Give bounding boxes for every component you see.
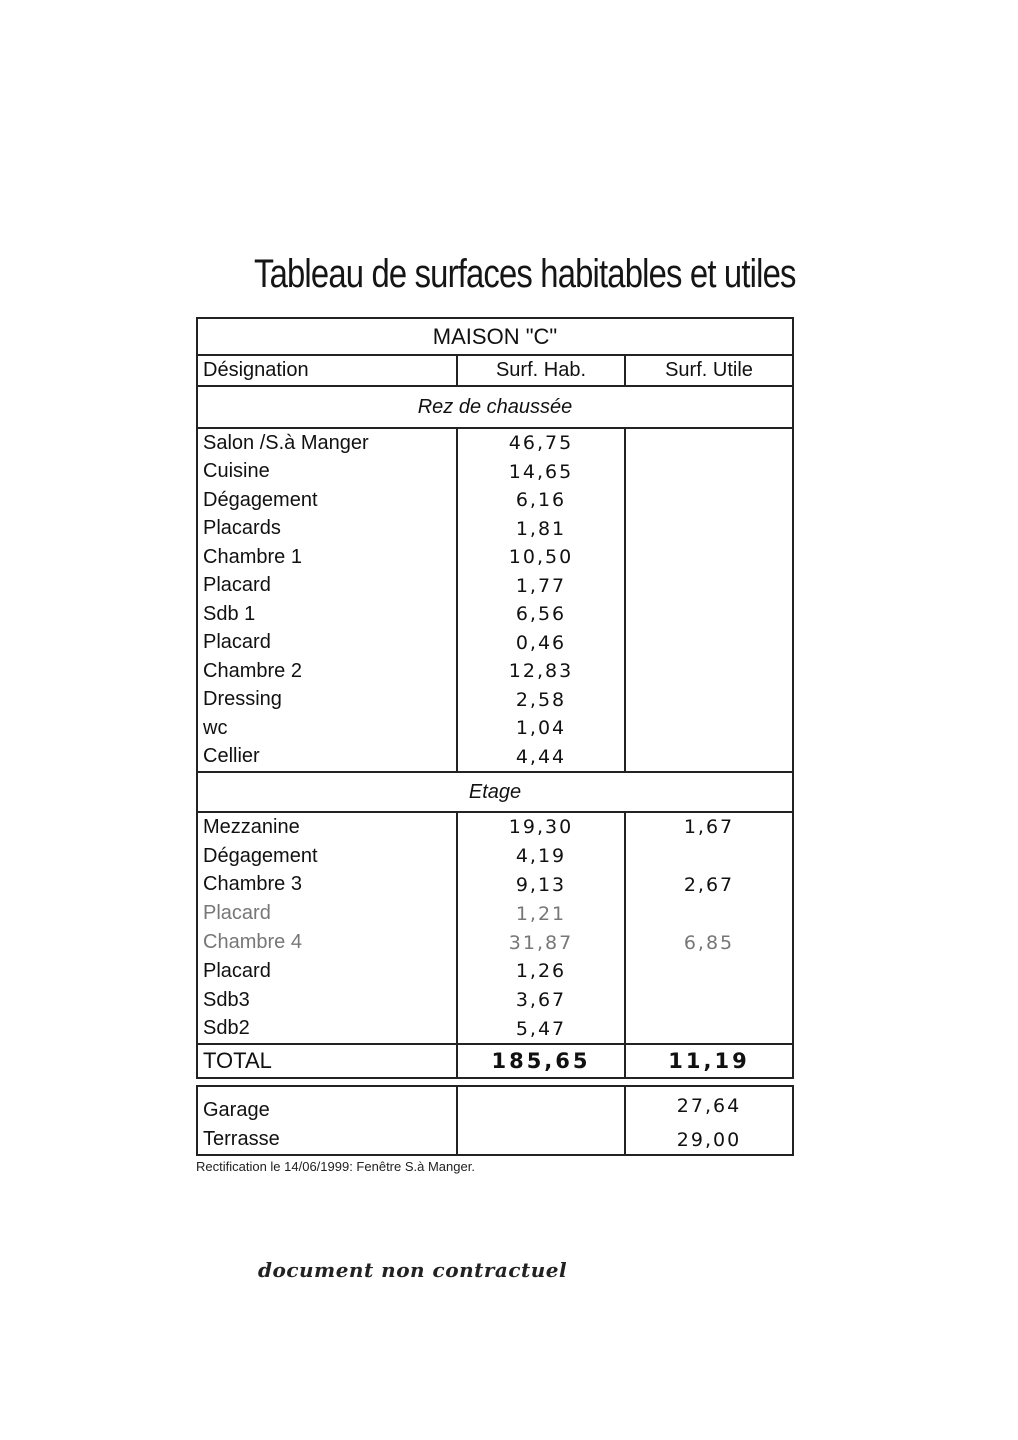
house-header-row	[196, 317, 794, 354]
etage-surf-utile: 6,85	[624, 928, 792, 957]
rdc-row	[196, 714, 794, 743]
annex-row	[198, 1096, 792, 1125]
section-label-etage: Etage	[468, 780, 522, 803]
rdc-surf-utile	[624, 686, 792, 715]
rdc-designation: Cuisine	[203, 460, 270, 483]
rdc-row	[196, 543, 794, 572]
rdc-surf-utile	[624, 486, 792, 515]
etage-row	[196, 928, 794, 957]
etage-surf-utile	[624, 986, 792, 1015]
rdc-surf-utile	[624, 572, 792, 601]
rdc-surf-utile	[624, 458, 792, 487]
rdc-surf-hab: 0,46	[456, 629, 624, 658]
annex-surf-hab	[456, 1125, 624, 1154]
footnote: Rectification le 14/06/1999: Fenêtre S.à Manger.	[196, 1159, 475, 1174]
rdc-designation: Chambre 2	[203, 659, 302, 682]
etage-designation: Sdb3	[203, 988, 250, 1011]
column-header-row	[196, 354, 794, 385]
total-label: TOTAL	[203, 1048, 272, 1074]
annex-designation: Terrasse	[203, 1128, 280, 1151]
total-hab: 185,65	[456, 1045, 624, 1077]
rdc-designation: Dressing	[203, 688, 282, 711]
rdc-row	[196, 572, 794, 601]
annex-surf-utile: 29,00	[624, 1125, 792, 1154]
house-name: MAISON "C"	[432, 323, 558, 349]
rdc-surf-utile	[624, 714, 792, 743]
etage-surf-hab: 31,87	[456, 928, 624, 957]
etage-surf-hab: 4,19	[456, 842, 624, 871]
surface-table	[196, 317, 794, 1156]
rdc-row	[196, 629, 794, 658]
etage-surf-utile	[624, 1015, 792, 1044]
rdc-designation: Placard	[203, 631, 271, 654]
etage-row	[196, 842, 794, 871]
rdc-surf-utile	[624, 600, 792, 629]
rdc-surf-utile	[624, 429, 792, 458]
rdc-designation: Salon /S.à Manger	[203, 431, 369, 454]
etage-designation: Placard	[203, 902, 271, 925]
section-header-etage	[196, 771, 794, 813]
etage-body	[196, 813, 794, 1043]
rdc-row	[196, 686, 794, 715]
etage-surf-utile	[624, 842, 792, 871]
etage-designation: Chambre 4	[203, 931, 302, 954]
etage-designation: Sdb2	[203, 1017, 250, 1040]
etage-surf-utile: 1,67	[624, 813, 792, 842]
etage-surf-hab: 3,67	[456, 986, 624, 1015]
designation-header: Désignation	[203, 359, 309, 381]
rdc-surf-hab: 4,44	[456, 743, 624, 772]
rdc-row	[196, 600, 794, 629]
etage-surf-hab: 1,21	[456, 899, 624, 928]
rdc-row	[196, 458, 794, 487]
section-header-rdc	[196, 385, 794, 429]
rdc-row	[196, 515, 794, 544]
annex-row	[198, 1125, 792, 1154]
annex-body	[196, 1085, 794, 1156]
surf-hab-header: Surf. Hab.	[456, 356, 624, 385]
etage-row	[196, 957, 794, 986]
rdc-row	[196, 743, 794, 772]
etage-row	[196, 813, 794, 842]
rdc-row	[196, 486, 794, 515]
rdc-designation: Sdb 1	[203, 602, 256, 625]
etage-surf-utile: 2,67	[624, 871, 792, 900]
rdc-surf-hab: 1,77	[456, 572, 624, 601]
rdc-surf-hab: 6,16	[456, 486, 624, 515]
etage-row	[196, 1015, 794, 1044]
annex-designation: Garage	[203, 1099, 270, 1122]
rdc-row	[196, 657, 794, 686]
rdc-surf-utile	[624, 629, 792, 658]
etage-designation: Mezzanine	[203, 815, 300, 838]
etage-surf-utile	[624, 957, 792, 986]
rdc-designation: Cellier	[203, 745, 260, 768]
rdc-surf-utile	[624, 543, 792, 572]
rdc-surf-hab: 2,58	[456, 686, 624, 715]
page-title: Tableau de surfaces habitables et utiles	[254, 252, 796, 296]
etage-row	[196, 986, 794, 1015]
section-label-rdc: Rez de chaussée	[417, 395, 573, 418]
rdc-surf-hab: 46,75	[456, 429, 624, 458]
rdc-row	[196, 429, 794, 458]
total-utile: 11,19	[624, 1045, 792, 1077]
surf-utile-header: Surf. Utile	[624, 356, 792, 385]
annex-surf-hab	[456, 1087, 624, 1125]
rdc-surf-utile	[624, 743, 792, 772]
rdc-designation: Chambre 1	[203, 545, 302, 568]
rdc-designation: wc	[203, 716, 228, 739]
signature-note: document non contractuel	[258, 1258, 568, 1282]
rdc-surf-hab: 10,50	[456, 543, 624, 572]
rdc-surf-utile	[624, 515, 792, 544]
etage-row	[196, 871, 794, 900]
etage-surf-hab: 5,47	[456, 1015, 624, 1044]
etage-surf-hab: 9,13	[456, 871, 624, 900]
total-row	[196, 1043, 794, 1079]
etage-surf-utile	[624, 899, 792, 928]
rdc-surf-utile	[624, 657, 792, 686]
etage-surf-hab: 19,30	[456, 813, 624, 842]
rdc-surf-hab: 1,04	[456, 714, 624, 743]
etage-designation: Placard	[203, 959, 271, 982]
rdc-designation: Placard	[203, 574, 271, 597]
etage-surf-hab: 1,26	[456, 957, 624, 986]
rdc-designation: Dégagement	[203, 488, 318, 511]
etage-designation: Chambre 3	[203, 873, 302, 896]
etage-row	[196, 899, 794, 928]
rdc-surf-hab: 1,81	[456, 515, 624, 544]
annex-surf-utile: 27,64	[624, 1087, 792, 1125]
rdc-surf-hab: 12,83	[456, 657, 624, 686]
rdc-body	[196, 429, 794, 771]
rdc-surf-hab: 14,65	[456, 458, 624, 487]
rdc-designation: Placards	[203, 517, 281, 540]
rdc-surf-hab: 6,56	[456, 600, 624, 629]
etage-designation: Dégagement	[203, 844, 318, 867]
